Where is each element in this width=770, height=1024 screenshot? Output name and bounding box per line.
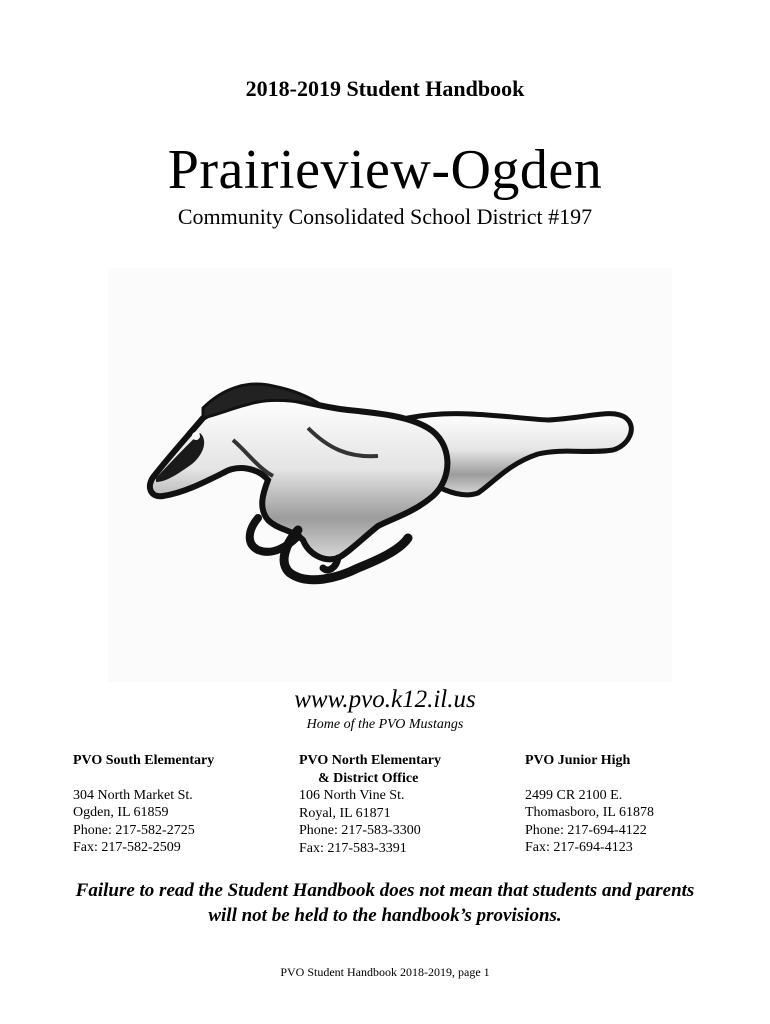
school-name: PVO Junior High xyxy=(525,753,631,768)
district-subtitle: Community Consolidated School District #197 xyxy=(177,204,593,229)
handbook-warning: Failure to read the Student Handbook does not mean that students and parents will not be held to the handbook’s provisions. xyxy=(75,880,695,926)
school-city: Thomasboro, IL 61878 xyxy=(525,805,654,820)
mustang-horse-logo xyxy=(108,268,672,682)
tagline: Home of the PVO Mustangs xyxy=(306,717,464,732)
school-fax: Fax: 217-582-2509 xyxy=(73,840,181,855)
school-address: 106 North Vine St. xyxy=(299,788,405,803)
school-junior-high xyxy=(525,752,654,857)
school-city: Ogden, IL 61859 xyxy=(73,805,169,820)
handbook-title: 2018-2019 Student Handbook xyxy=(245,76,525,101)
school-fax: Fax: 217-694-4123 xyxy=(525,840,633,855)
school-north-elementary xyxy=(299,752,441,857)
school-address: 2499 CR 2100 E. xyxy=(525,787,623,803)
school-fax: Fax: 217-583-3391 xyxy=(299,840,407,856)
school-south-elementary xyxy=(73,752,214,857)
school-name-line2: & District Office xyxy=(318,770,419,786)
website-url: www.pvo.k12.il.us xyxy=(294,686,476,713)
school-city: Royal, IL 61871 xyxy=(299,805,391,821)
mustang-icon xyxy=(108,268,672,682)
page-footer: PVO Student Handbook 2018-2019, page 1 xyxy=(280,965,490,979)
school-address: 304 North Market St. xyxy=(73,787,193,803)
school-name: PVO South Elementary xyxy=(73,753,215,768)
school-phone: Phone: 217-694-4122 xyxy=(525,822,647,838)
school-name: PVO North Elementary xyxy=(299,753,442,768)
school-phone: Phone: 217-582-2725 xyxy=(73,822,195,838)
school-phone: Phone: 217-583-3300 xyxy=(299,823,421,838)
district-name: Prairieview-Ogden xyxy=(167,139,603,201)
